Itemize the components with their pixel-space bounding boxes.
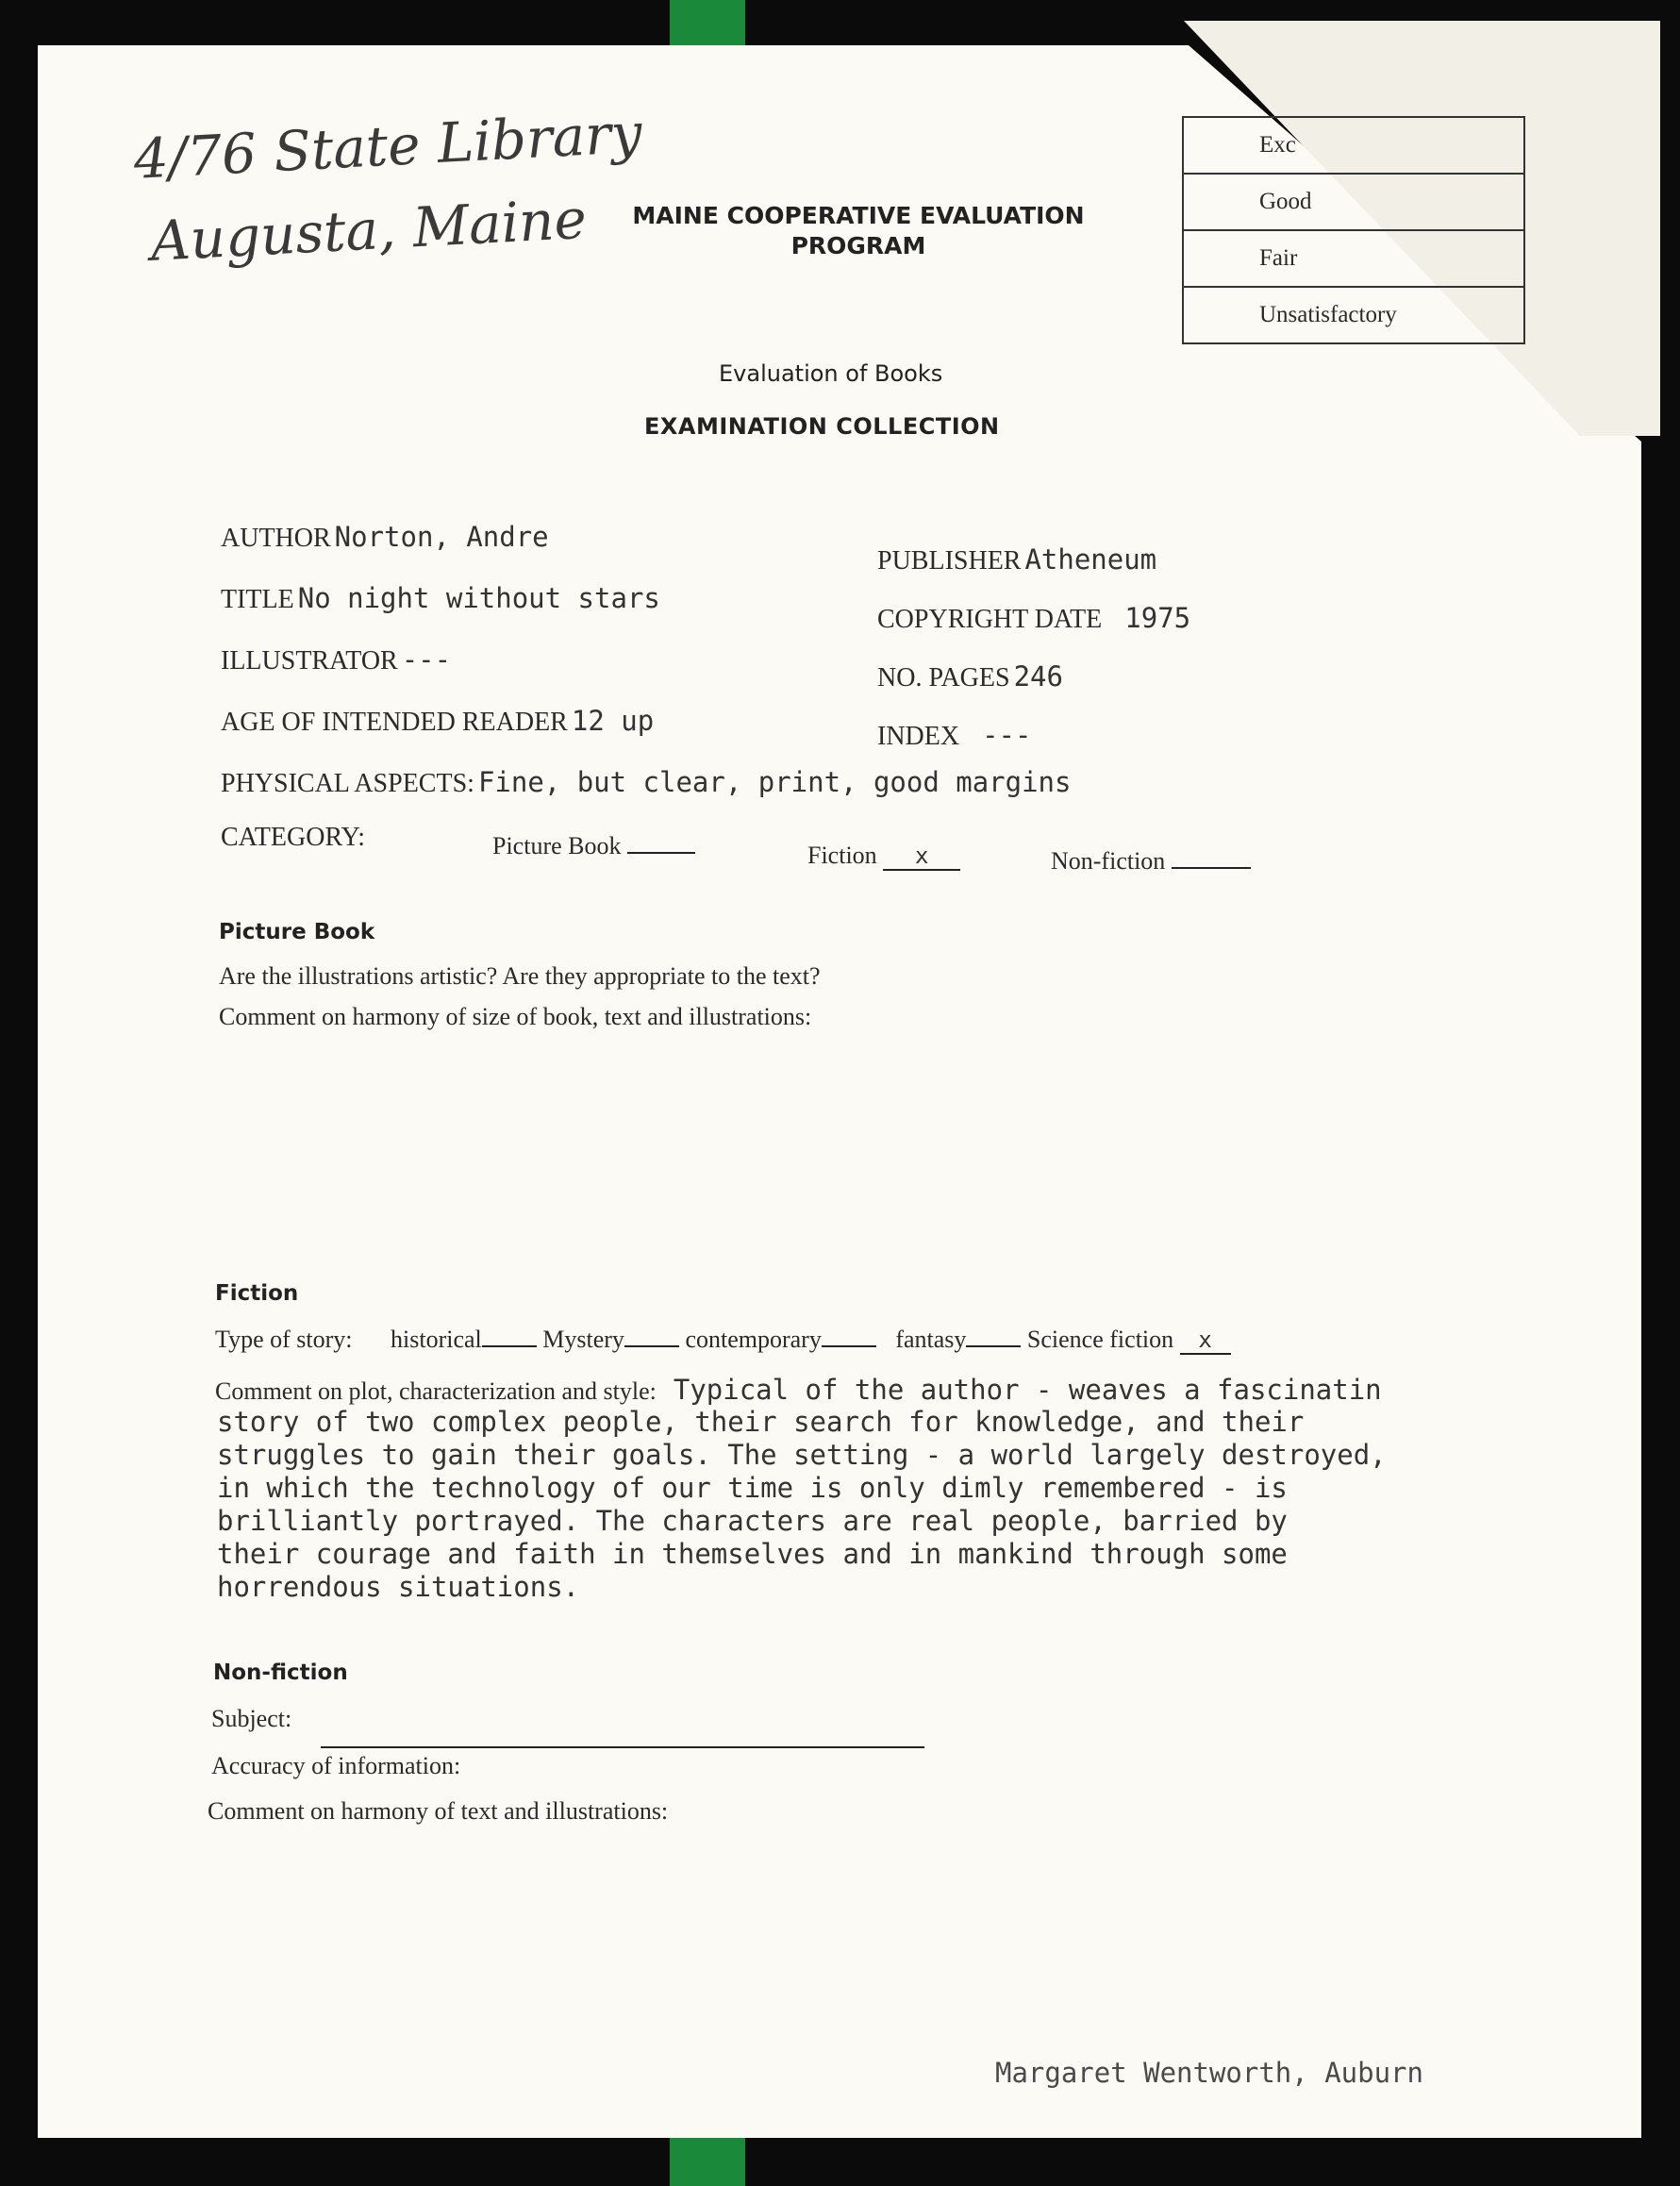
- story-type-label: Type of story:: [215, 1326, 353, 1353]
- title-value: No night without stars: [297, 582, 660, 614]
- form-header: [585, 201, 1132, 261]
- comment-text-body: story of two complex people, their search for knowledge, and their struggles to gain their goals. The setting - a world largely destroyed, in which the technology of our time is only dimly remembered - is brilliantly portrayed. The characters are real people, barried by their courage and faith in themselves and in mankind through some horrendous situations.: [217, 1406, 1387, 1603]
- index-label: INDEX: [877, 722, 960, 751]
- picture-book-heading: Picture Book: [219, 920, 375, 944]
- mystery-blank: [624, 1345, 679, 1347]
- science-fiction-mark: x: [1180, 1327, 1231, 1355]
- category-label: CATEGORY:: [221, 823, 366, 852]
- fantasy-blank: [966, 1345, 1021, 1347]
- category-picture-book: [492, 832, 695, 860]
- story-type-fantasy: fantasy: [895, 1326, 967, 1353]
- comment-text-first: Typical of the author - weaves a fascinatin: [673, 1374, 1382, 1406]
- author-label: AUTHOR: [221, 524, 331, 553]
- story-type-contemporary: contemporary: [685, 1326, 822, 1353]
- age-label: AGE OF INTENDED READER: [221, 708, 568, 737]
- publisher-row: [877, 543, 1156, 576]
- form-subtitle: Evaluation of Books: [719, 360, 943, 387]
- pages-label: NO. PAGES: [877, 663, 1010, 693]
- accuracy-label: Accuracy of information:: [211, 1752, 461, 1779]
- age-value: 12 up: [571, 705, 655, 737]
- comment-first-line: [215, 1374, 1382, 1406]
- collection-title: EXAMINATION COLLECTION: [644, 413, 1000, 440]
- picture-book-question-2: Comment on harmony of size of book, text and illustrations:: [219, 1003, 812, 1030]
- title-label: TITLE: [221, 585, 294, 614]
- age-row: [221, 705, 654, 738]
- subject-blank: [321, 1746, 924, 1748]
- picture-book-question-1: Are the illustrations artistic? Are they appropriate to the text?: [219, 962, 821, 990]
- header-line1: MAINE COOPERATIVE EVALUATION: [632, 202, 1085, 229]
- harmony-label: Comment on harmony of text and illustrations:: [208, 1797, 669, 1825]
- rating-box: [1182, 116, 1525, 344]
- copyright-label: COPYRIGHT DATE: [877, 605, 1103, 634]
- pages-value: 246: [1013, 660, 1063, 693]
- publisher-label: PUBLISHER: [877, 546, 1022, 576]
- index-value: ---: [982, 719, 1032, 751]
- story-type-science-fiction: Science fiction: [1026, 1326, 1174, 1353]
- illustrator-label: ILLUSTRATOR: [221, 646, 398, 676]
- copyright-value: 1975: [1124, 602, 1191, 634]
- handwritten-note-line2: Augusta, Maine: [149, 186, 589, 274]
- story-type-mystery: Mystery: [542, 1326, 624, 1353]
- historical-blank: [482, 1345, 537, 1347]
- story-type-historical: historical: [391, 1326, 482, 1353]
- rating-unsatisfactory: Unsatisfactory: [1259, 302, 1397, 327]
- author-value: Norton, Andre: [334, 521, 549, 553]
- physical-aspects-label: PHYSICAL ASPECTS:: [221, 769, 474, 798]
- rating-excellent: Exc: [1184, 118, 1523, 175]
- publisher-value: Atheneum: [1024, 543, 1157, 576]
- rating-fair: Fair: [1184, 231, 1523, 288]
- category-fiction-mark: x: [883, 843, 960, 871]
- physical-aspects-row: [221, 766, 1071, 799]
- category-non-fiction-blank: [1172, 867, 1251, 869]
- copyright-row: [877, 602, 1190, 635]
- subject-label: Subject:: [211, 1705, 292, 1732]
- contemporary-blank: [822, 1345, 876, 1347]
- category-non-fiction: [1051, 847, 1251, 876]
- illustrator-row: [221, 643, 451, 676]
- non-fiction-heading: Non-fiction: [213, 1660, 348, 1685]
- comment-label: Comment on plot, characterization and style:: [215, 1377, 657, 1405]
- fiction-heading: Fiction: [215, 1281, 299, 1306]
- title-row: [221, 582, 660, 615]
- evaluator-signature: Margaret Wentworth, Auburn: [995, 2057, 1423, 2089]
- category-fiction: [807, 842, 960, 871]
- category-picture-book-label: Picture Book: [492, 832, 622, 859]
- category-non-fiction-label: Non-fiction: [1051, 847, 1166, 875]
- index-row: [877, 719, 1031, 752]
- category-fiction-label: Fiction: [807, 842, 877, 869]
- header-line2: PROGRAM: [790, 232, 926, 259]
- story-type-row: [215, 1326, 1231, 1355]
- rating-good: Good: [1184, 175, 1523, 231]
- handwritten-note-line1: 4/76 State Library: [132, 100, 644, 192]
- author-row: [221, 521, 549, 554]
- pages-row: [877, 660, 1063, 693]
- category-picture-book-blank: [627, 852, 695, 854]
- physical-aspects-value: Fine, but clear, print, good margins: [477, 766, 1072, 798]
- illustrator-value: ---: [401, 643, 452, 676]
